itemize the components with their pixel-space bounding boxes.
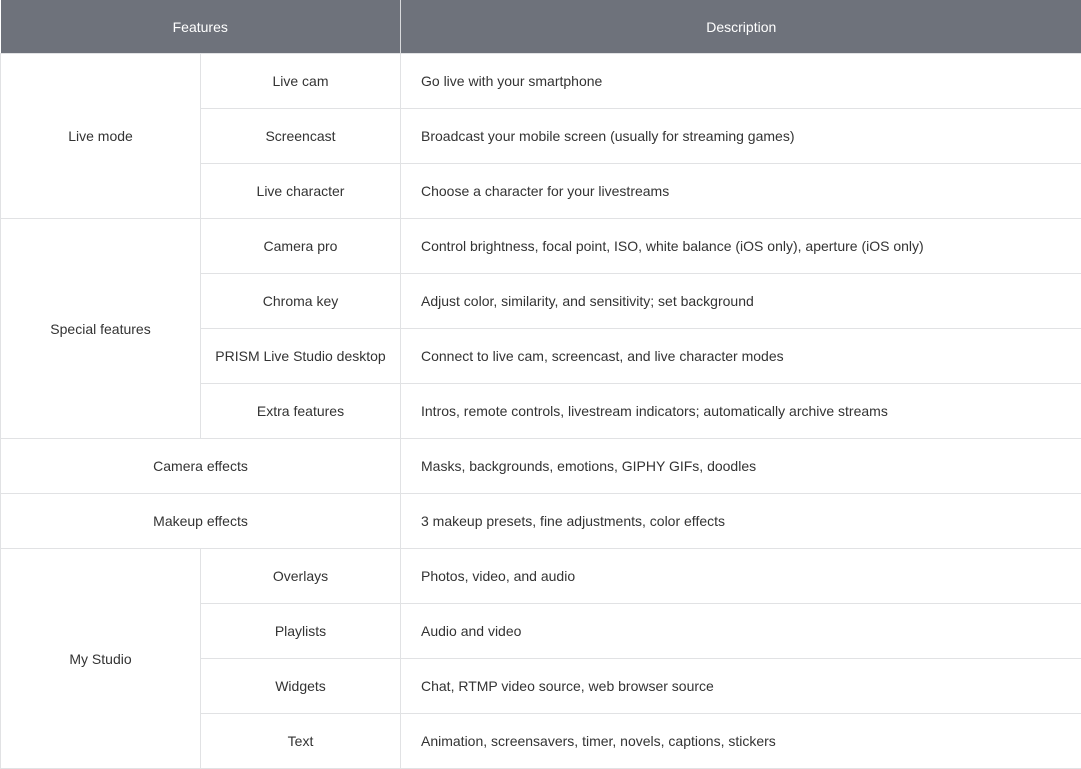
feature-cell: Camera pro <box>201 219 401 274</box>
description-cell: 3 makeup presets, fine adjustments, color effects <box>401 494 1081 549</box>
group-label-camera-effects: Camera effects <box>1 439 401 494</box>
column-header-features: Features <box>1 0 401 54</box>
feature-cell: Extra features <box>201 384 401 439</box>
feature-cell: Widgets <box>201 659 401 714</box>
feature-cell: Playlists <box>201 604 401 659</box>
description-cell: Go live with your smartphone <box>401 54 1081 109</box>
description-cell: Intros, remote controls, livestream indicators; automatically archive streams <box>401 384 1081 439</box>
feature-cell: Live cam <box>201 54 401 109</box>
table-header-row <box>1 0 1081 54</box>
feature-cell: Overlays <box>201 549 401 604</box>
description-cell: Photos, video, and audio <box>401 549 1081 604</box>
table-row <box>1 494 1081 549</box>
group-label-makeup-effects: Makeup effects <box>1 494 401 549</box>
feature-cell: Text <box>201 714 401 769</box>
table-row <box>1 219 1081 274</box>
description-cell: Animation, screensavers, timer, novels, captions, stickers <box>401 714 1081 769</box>
description-cell: Chat, RTMP video source, web browser source <box>401 659 1081 714</box>
description-cell: Connect to live cam, screencast, and live character modes <box>401 329 1081 384</box>
group-label-my-studio: My Studio <box>1 549 201 769</box>
table-row <box>1 54 1081 109</box>
description-cell: Adjust color, similarity, and sensitivity; set background <box>401 274 1081 329</box>
table-row <box>1 549 1081 604</box>
feature-cell: Chroma key <box>201 274 401 329</box>
feature-cell: PRISM Live Studio desktop <box>201 329 401 384</box>
group-label-special-features: Special features <box>1 219 201 439</box>
feature-cell: Live character <box>201 164 401 219</box>
feature-cell: Screencast <box>201 109 401 164</box>
description-cell: Masks, backgrounds, emotions, GIPHY GIFs, doodles <box>401 439 1081 494</box>
column-header-description: Description <box>401 0 1081 54</box>
group-label-live-mode: Live mode <box>1 54 201 219</box>
description-cell: Choose a character for your livestreams <box>401 164 1081 219</box>
description-cell: Audio and video <box>401 604 1081 659</box>
description-cell: Broadcast your mobile screen (usually for streaming games) <box>401 109 1081 164</box>
description-cell: Control brightness, focal point, ISO, white balance (iOS only), aperture (iOS only) <box>401 219 1081 274</box>
table-row <box>1 439 1081 494</box>
